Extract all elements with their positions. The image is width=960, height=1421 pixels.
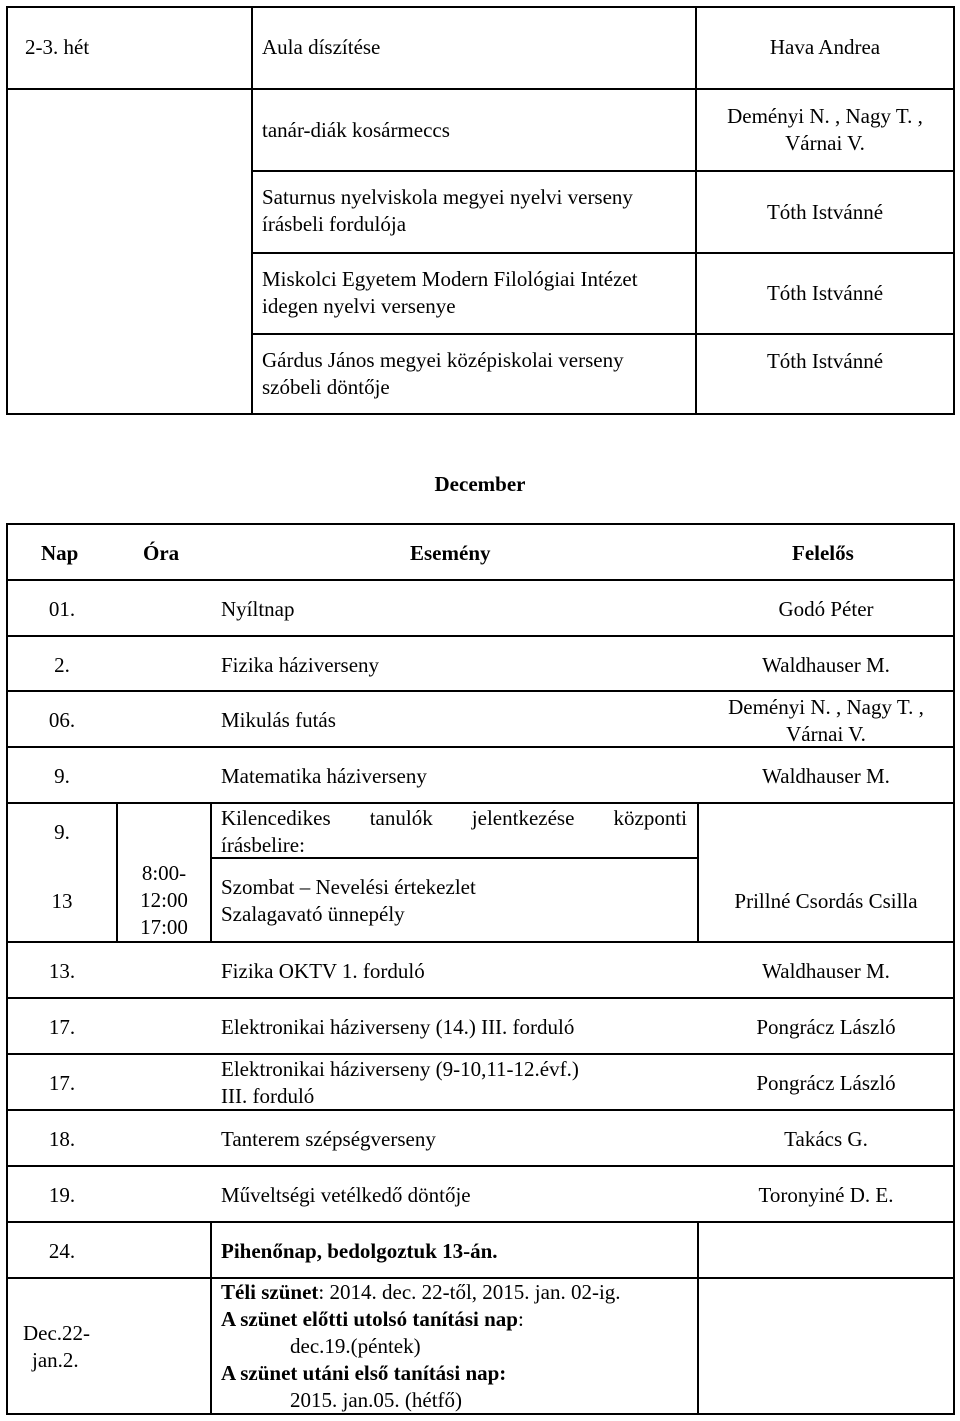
responsible-cell: Waldhauser M. [762, 764, 890, 788]
event-cell: Kilencedikes tanulók jelentkezése központi [221, 806, 687, 830]
responsible-cell: Toronyiné D. E. [758, 1183, 894, 1207]
table-border [6, 1109, 955, 1111]
event-cell: írásbeli fordulója [262, 212, 407, 236]
event-cell: Szombat – Nevelési értekezlet [221, 875, 476, 899]
header-event: Esemény [410, 541, 491, 565]
table-border [6, 523, 955, 525]
event-cell: Matematika háziverseny [221, 764, 427, 788]
header-day: Nap [41, 541, 79, 565]
table-border [6, 6, 955, 8]
day-cell: 2. [54, 653, 70, 677]
table-border [697, 1221, 699, 1415]
table-border [6, 690, 955, 692]
hour-cell: 12:00 [140, 888, 188, 912]
first-teaching-day-date: 2015. jan.05. (hétfő) [290, 1388, 463, 1412]
table-border [251, 170, 955, 172]
day-cell: Dec.22- [23, 1321, 91, 1345]
first-teaching-day-label: A szünet utáni első tanítási nap: [221, 1361, 507, 1385]
event-cell: Pihenőnap, bedolgoztuk 13-án. [221, 1239, 498, 1263]
event-cell: írásbelire: [221, 833, 305, 857]
last-teaching-day-label: A szünet előtti utolsó tanítási nap [221, 1307, 518, 1331]
colon: : [517, 1307, 524, 1331]
table-border [251, 333, 955, 335]
responsible-cell: Várnai V. [786, 722, 866, 746]
responsible-cell: Tóth Istvánné [766, 349, 884, 373]
table-border [6, 635, 955, 637]
table-border [6, 1221, 955, 1223]
responsible-cell: Várnai V. [785, 131, 865, 155]
event-cell: Aula díszítése [262, 35, 381, 59]
responsible-cell: Waldhauser M. [762, 959, 890, 983]
responsible-cell: Deményi N. , Nagy T. , [728, 695, 924, 719]
table-border [6, 997, 955, 999]
day-cell: 17. [48, 1071, 76, 1095]
table-border [6, 941, 955, 943]
responsible-cell: Pongrácz László [756, 1071, 896, 1095]
event-cell: Nyíltnap [221, 597, 295, 621]
winter-break-label: Téli szünet [221, 1280, 319, 1304]
week-cell: 2-3. hét [25, 35, 90, 59]
table-border [210, 1221, 212, 1415]
event-cell: Elektronikai háziverseny (14.) III. forduló [221, 1015, 575, 1039]
event-cell: Mikulás futás [221, 708, 336, 732]
responsible-cell: Tóth Istvánné [766, 200, 884, 224]
responsible-cell: Hava Andrea [769, 35, 881, 59]
table-border [251, 252, 955, 254]
event-cell: Tanterem szépségverseny [221, 1127, 436, 1151]
event-cell: Elektronikai háziverseny (9-10,11-12.évf.) [221, 1057, 579, 1081]
day-cell: 17. [48, 1015, 76, 1039]
table-border [953, 6, 955, 415]
event-cell: Gárdus János megyei középiskolai verseny [262, 348, 624, 372]
event-cell: Miskolci Egyetem Modern Filológiai Intézet [262, 267, 638, 291]
last-teaching-day-line [221, 1306, 524, 1333]
day-cell: 9. [54, 820, 70, 844]
responsible-cell: Prillné Csordás Csilla [734, 889, 918, 913]
day-cell: jan.2. [32, 1348, 79, 1372]
responsible-cell: Takács G. [784, 1127, 868, 1151]
table-border [6, 413, 955, 415]
day-cell: 24. [48, 1239, 76, 1263]
event-cell: Műveltségi vetélkedő döntője [221, 1183, 471, 1207]
hour-cell: 17:00 [140, 915, 188, 939]
day-cell: 06. [48, 708, 76, 732]
event-cell: idegen nyelvi versenye [262, 294, 456, 318]
table-border [6, 579, 955, 581]
header-responsible: Felelős [792, 541, 854, 565]
table-border [6, 6, 8, 415]
responsible-cell: Waldhauser M. [762, 653, 890, 677]
day-cell: 13. [48, 959, 76, 983]
responsible-cell: Pongrácz László [756, 1015, 896, 1039]
hour-cell: 8:00- [141, 861, 187, 885]
event-cell: Fizika háziverseny [221, 653, 380, 677]
month-title: December [434, 472, 526, 496]
event-cell: szóbeli döntője [262, 375, 390, 399]
event-cell: Szalagavató ünnepély [221, 902, 405, 926]
day-cell: 9. [54, 764, 70, 788]
day-cell: 18. [48, 1127, 76, 1151]
table-border [6, 1053, 955, 1055]
table-border [210, 802, 212, 943]
event-cell: Saturnus nyelviskola megyei nyelvi verseny [262, 185, 633, 209]
responsible-cell: Tóth Istvánné [766, 281, 884, 305]
table-border [251, 6, 253, 415]
event-cell: III. forduló [221, 1084, 315, 1108]
winter-break-line [221, 1279, 621, 1306]
table-border [697, 802, 699, 943]
winter-break-dates: : 2014. dec. 22-től, 2015. jan. 02-ig. [318, 1280, 621, 1304]
table-border [6, 802, 955, 804]
event-cell: tanár-diák kosármeccs [262, 118, 450, 142]
table-border [6, 88, 955, 90]
table-border [6, 1413, 955, 1415]
responsible-cell: Deményi N. , Nagy T. , [727, 104, 923, 128]
last-teaching-day-date: dec.19.(péntek) [290, 1334, 421, 1358]
day-cell: 13 [51, 889, 73, 913]
responsible-cell: Godó Péter [778, 597, 874, 621]
table-border [6, 1165, 955, 1167]
day-cell: 19. [48, 1183, 76, 1207]
header-hour: Óra [143, 541, 180, 565]
event-cell: Fizika OKTV 1. forduló [221, 959, 425, 983]
day-cell: 01. [48, 597, 76, 621]
table-border [953, 523, 955, 1415]
